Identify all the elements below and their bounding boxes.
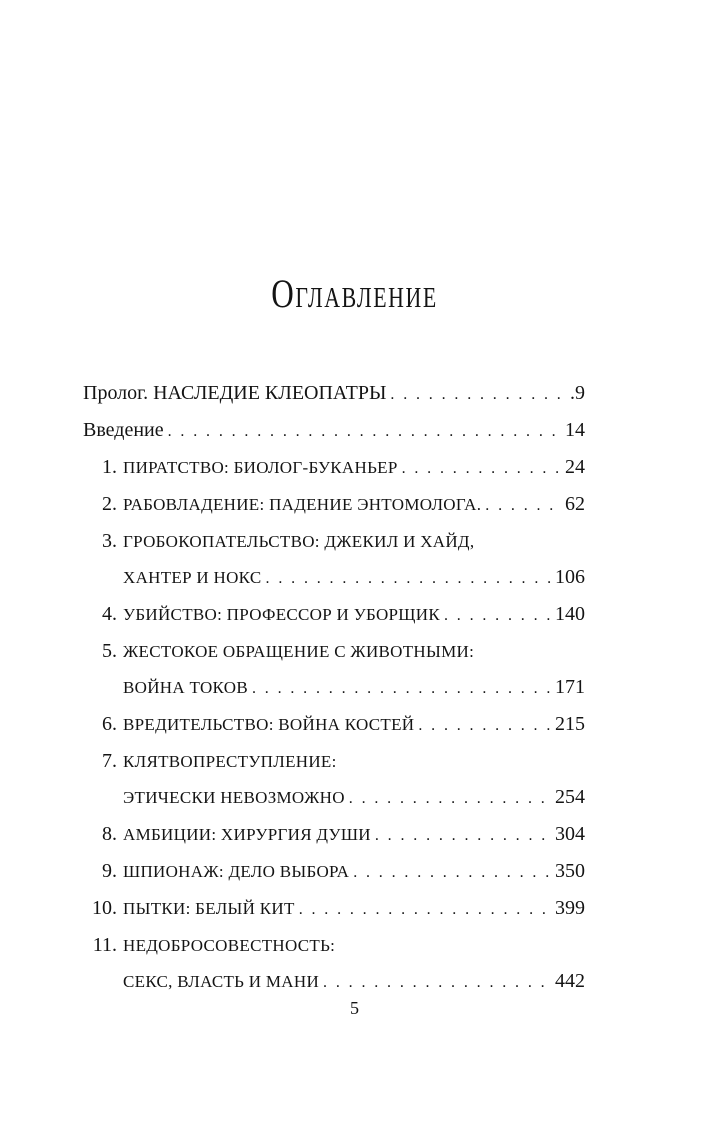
dot-leader: [266, 561, 551, 597]
toc-entry-chapter-8[interactable]: [83, 816, 585, 853]
toc-entry-page: 254: [555, 786, 585, 808]
table-of-contents: [83, 375, 585, 1000]
toc-entry-chapter-4[interactable]: [83, 596, 585, 633]
toc-entry-title: АМБИЦИИ: ХИРУРГИЯ ДУШИ: [123, 825, 371, 844]
dot-leader: [485, 487, 561, 524]
chapter-number: 8.: [102, 823, 117, 845]
toc-entry-chapter-10[interactable]: [83, 890, 585, 927]
chapter-number: 2.: [102, 493, 117, 515]
chapter-number: 3.: [102, 530, 117, 552]
toc-entry-chapter-11[interactable]: [83, 927, 585, 999]
toc-entry-introduction[interactable]: [83, 412, 585, 449]
chapter-number: 5.: [102, 640, 117, 662]
toc-entry-page: 171: [555, 676, 585, 698]
toc-entry-page: 215: [555, 713, 585, 735]
toc-entry-title: ЖЕСТОКОЕ ОБРАЩЕНИЕ С ЖИВОТНЫМИ:: [123, 642, 475, 661]
toc-entry-title: НЕДОБРОСОВЕСТНОСТЬ:: [123, 936, 336, 955]
chapter-number: 9.: [102, 860, 117, 882]
toc-entry-title: РАБОВЛАДЕНИЕ: ПАДЕНИЕ ЭНТОМОЛОГА.: [123, 495, 482, 514]
toc-entry-title: ПИРАТСТВО: БИОЛОГ-БУКАНЬЕР: [123, 458, 398, 477]
toc-entry-title: ШПИОНАЖ: ДЕЛО ВЫБОРА: [123, 862, 350, 881]
toc-entry-chapter-6[interactable]: [83, 706, 585, 743]
toc-entry-page: 24: [565, 456, 585, 478]
toc-entry-title: КЛЯТВОПРЕСТУПЛЕНИЕ:: [123, 752, 337, 771]
dot-leader: [299, 891, 551, 928]
chapter-number: 4.: [102, 603, 117, 625]
chapter-number: 6.: [102, 713, 117, 735]
chapter-number: 10.: [92, 897, 117, 919]
toc-entry-chapter-9[interactable]: [83, 853, 585, 890]
page-title: Оглавление: [271, 271, 438, 316]
dot-leader: [390, 376, 566, 413]
toc-entry-page: 14: [565, 419, 585, 441]
dot-leader: [444, 597, 551, 634]
toc-entry-title-continued: ЭТИЧЕСКИ НЕВОЗМОЖНО: [123, 788, 345, 807]
dot-leader: [418, 707, 551, 744]
dot-leader: [252, 671, 551, 707]
toc-entry-page: 304: [555, 823, 585, 845]
toc-entry-prologue[interactable]: [83, 375, 585, 412]
dot-leader: [375, 817, 551, 854]
dot-leader: [349, 781, 551, 817]
toc-entry-title-continued: СЕКС, ВЛАСТЬ И МАНИ: [123, 972, 320, 991]
toc-entry-title: ГРОБОКОПАТЕЛЬСТВО: ДЖЕКИЛ И ХАЙД,: [123, 532, 475, 551]
toc-entry-page: 442: [555, 970, 585, 992]
toc-entry-chapter-7[interactable]: [83, 743, 585, 815]
toc-entry-page: 106: [555, 566, 585, 588]
toc-entry-title: УБИЙСТВО: ПРОФЕССОР И УБОРЩИК: [123, 605, 440, 624]
toc-entry-title-continued: ВОЙНА ТОКОВ: [123, 678, 248, 697]
toc-entry-chapter-5[interactable]: [83, 633, 585, 705]
dot-leader: [168, 413, 561, 450]
toc-entry-title: ПЫТКИ: БЕЛЫЙ КИТ: [123, 899, 295, 918]
dot-leader: [323, 965, 551, 1001]
toc-entry-title: ВРЕДИТЕЛЬСТВО: ВОЙНА КОСТЕЙ: [123, 715, 415, 734]
dot-leader: [402, 450, 561, 487]
toc-entry-page: 399: [555, 897, 585, 919]
page-number: 5: [350, 998, 359, 1018]
toc-entry-title: Введение: [83, 419, 164, 441]
toc-entry-chapter-1[interactable]: [83, 449, 585, 486]
toc-entry-chapter-3[interactable]: [83, 523, 585, 595]
toc-entry-chapter-2[interactable]: [83, 486, 585, 523]
toc-entry-page: 140: [555, 603, 585, 625]
chapter-number: 11.: [92, 934, 117, 956]
chapter-number: 7.: [102, 750, 117, 772]
dot-leader: [353, 854, 551, 891]
toc-entry-page: .9: [570, 382, 585, 404]
toc-entry-title: Пролог. НАСЛЕДИЕ КЛЕОПАТРЫ: [83, 382, 387, 404]
toc-entry-title-continued: ХАНТЕР И НОКС: [123, 568, 262, 587]
chapter-number: 1.: [102, 456, 117, 478]
toc-entry-page: 62: [565, 493, 585, 515]
toc-entry-page: 350: [555, 860, 585, 882]
